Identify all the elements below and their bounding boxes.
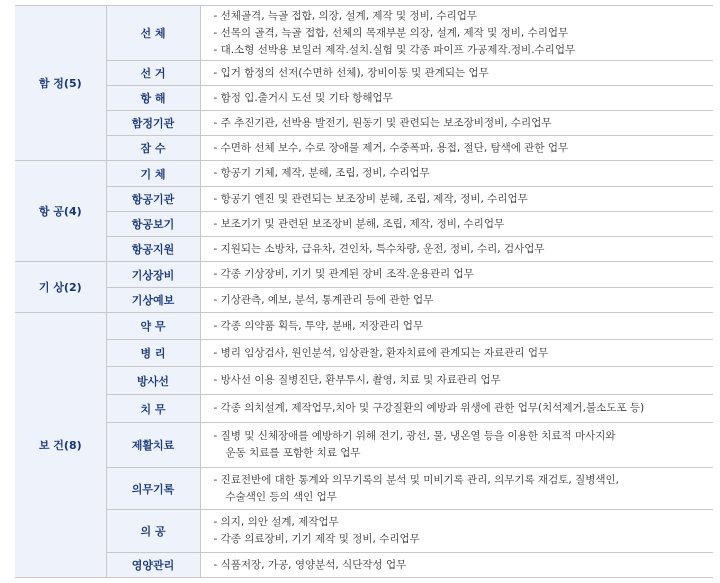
description-line: - 선목의 골격, 늑골 접합, 선체의 목재부분 의장, 설계, 제작 및 정비, 수리업무 — [213, 26, 569, 39]
subcategory-label: 항공지원 — [106, 237, 200, 262]
table-row — [15, 61, 713, 86]
table-row — [15, 6, 713, 61]
description-line: - 각종 의료장비, 기기 제작 및 정비, 수리업무 — [213, 533, 420, 545]
description-line: - 함정 입.출거시 도선 및 기타 항해업무 — [213, 91, 393, 104]
description-cell — [200, 423, 713, 468]
table-row — [15, 161, 713, 187]
table-row — [15, 111, 713, 136]
description-cell — [200, 313, 713, 340]
subcategory-label: 선 거 — [106, 61, 200, 86]
job-category-table — [15, 5, 713, 578]
description-line: - 각종 기상장비, 기기 및 관계된 장비 조작.운용관리 업무 — [213, 268, 474, 280]
description-cell — [200, 367, 713, 395]
description-cell — [200, 262, 713, 288]
description-cell — [200, 136, 713, 161]
description-line: - 식품저장, 가공, 영양분석, 식단작성 업무 — [213, 558, 407, 571]
table-row — [15, 187, 713, 212]
table-row — [15, 395, 713, 423]
table-row — [15, 468, 713, 510]
subcategory-label: 항공보기 — [106, 212, 200, 237]
subcategory-label: 영양관리 — [106, 553, 200, 578]
description-cell — [200, 6, 713, 61]
description-cell — [200, 61, 713, 86]
description-cell — [200, 340, 713, 367]
table-row — [15, 423, 713, 468]
description-line: 수술색인 등의 색인 업무 — [225, 490, 337, 503]
group-label: 기 상(2) — [15, 262, 106, 313]
description-line: - 지원되는 소방차, 급유차, 견인차, 특수차량, 운전, 정비, 수리, 검사업무 — [213, 242, 545, 255]
description-line: - 질병 및 신체장애를 예방하기 위해 전기, 광선, 물, 냉온열 등을 이용한 치료적 마사지와 — [213, 430, 616, 442]
description-line: - 항공기 기체, 제작, 분해, 조립, 정비, 수리업무 — [213, 167, 430, 179]
table-row — [15, 313, 713, 340]
group-label: 함 정(5) — [15, 6, 106, 161]
table-row — [15, 553, 713, 578]
description-line: - 입거 함정의 선저(수면하 선체), 장비이동 및 관계되는 업무 — [213, 66, 489, 79]
description-line: - 대.소형 선박용 보일러 제작.설치.실험 및 각종 파이프 가공제작.정비.수리업무 — [213, 43, 576, 56]
table-row — [15, 86, 713, 111]
subcategory-label: 기 체 — [106, 161, 200, 187]
description-cell — [200, 288, 713, 313]
description-cell — [200, 553, 713, 578]
subcategory-label: 함정기관 — [106, 111, 200, 136]
subcategory-label: 방사선 — [106, 367, 200, 395]
group-label: 항 공(4) — [15, 161, 106, 262]
subcategory-label: 기상예보 — [106, 288, 200, 313]
description-cell — [200, 510, 713, 553]
description-line: - 각종 의약품 획득, 투약, 분배, 저장관리 업무 — [213, 319, 424, 332]
description-line: - 방사선 이용 질병진단, 환부투시, 촬영, 치료 및 자료관리 업무 — [213, 374, 501, 386]
description-line: - 수면하 선체 보수, 수로 장애물 제거, 수중폭파, 용접, 절단, 탐색에 관한 업무 — [213, 141, 569, 154]
description-line: - 보조기기 및 관련된 보조장비 분해, 조립, 제작, 정비, 수리업무 — [213, 217, 505, 230]
description-line: 운동 치료를 포함한 치료 업무 — [225, 447, 361, 459]
subcategory-label: 선 체 — [106, 6, 200, 61]
table-row — [15, 367, 713, 395]
description-cell — [200, 111, 713, 136]
description-cell — [200, 86, 713, 111]
description-line: - 진료전반에 대한 통계와 의무기록의 분석 및 미비기록 관리, 의무기록 재검토, 질병색인, — [213, 473, 620, 486]
table-row — [15, 262, 713, 288]
subcategory-label: 기상장비 — [106, 262, 200, 288]
description-cell — [200, 161, 713, 187]
table-row — [15, 212, 713, 237]
description-line: - 의지, 의안 설계, 제작업무 — [213, 516, 339, 528]
description-cell — [200, 212, 713, 237]
description-line: - 병리 임상검사, 원인분석, 임상관찰, 환자치료에 관계되는 자료관리 업무 — [213, 346, 549, 359]
description-line: - 주 추진기관, 선박용 발전기, 원동기 및 관련되는 보조장비정비, 수리업무 — [213, 116, 552, 129]
table-row — [15, 288, 713, 313]
subcategory-label: 병 리 — [106, 340, 200, 367]
table-row — [15, 510, 713, 553]
table-row — [15, 237, 713, 262]
subcategory-label: 의무기록 — [106, 468, 200, 510]
description-line: - 기상관측, 예보, 분석, 통계관리 등에 관한 업무 — [213, 293, 434, 306]
description-cell — [200, 187, 713, 212]
subcategory-label: 의 공 — [106, 510, 200, 553]
subcategory-label: 항 해 — [106, 86, 200, 111]
description-cell — [200, 395, 713, 423]
subcategory-label: 제활치료 — [106, 423, 200, 468]
description-cell — [200, 468, 713, 510]
subcategory-label: 치 무 — [106, 395, 200, 423]
group-label: 보 건(8) — [15, 313, 106, 578]
subcategory-label: 항공기관 — [106, 187, 200, 212]
description-cell — [200, 237, 713, 262]
description-line: - 항공기 엔진 및 관련되는 보조장비 분해, 조립, 제작, 정비, 수리업무 — [213, 192, 528, 205]
description-line: - 선체골격, 늑골 접합, 의장, 설계, 제작 및 정비, 수리업무 — [213, 9, 478, 22]
table-row — [15, 136, 713, 161]
subcategory-label: 잠 수 — [106, 136, 200, 161]
description-line: - 각종 의치설계, 제작업무,치아 및 구강질환의 예방과 위생에 관한 업무(치석제거,불소도포 등) — [213, 402, 645, 414]
table-row — [15, 340, 713, 367]
subcategory-label: 약 무 — [106, 313, 200, 340]
